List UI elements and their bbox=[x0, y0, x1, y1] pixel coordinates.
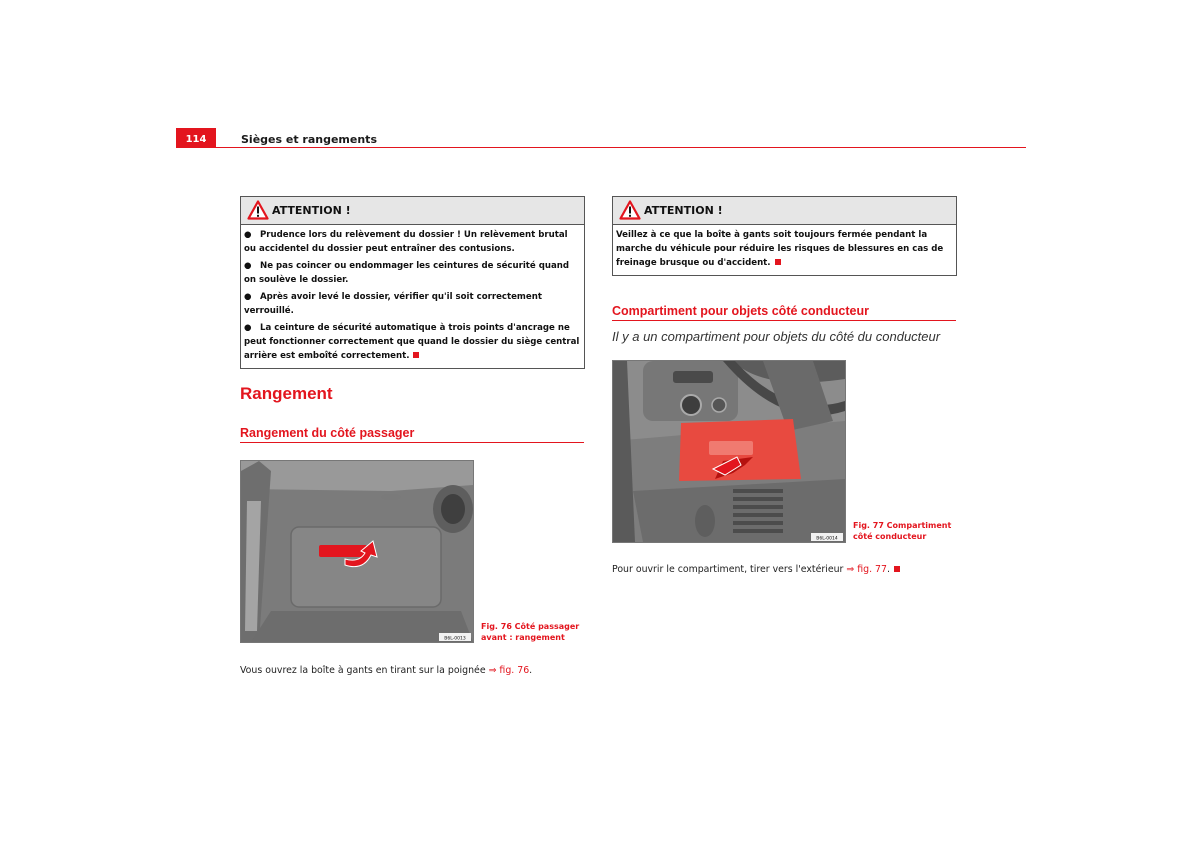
subsection-rule bbox=[612, 320, 956, 321]
warning-item: ● Après avoir levé le dossier, vérifier qu'il soit correctement verrouillé. bbox=[244, 292, 542, 316]
subsection-title: Compartiment pour objets côté conducteur bbox=[612, 304, 869, 318]
figure-77-driver-compartment bbox=[612, 360, 846, 543]
subsection-rule bbox=[240, 442, 584, 443]
warning-triangle-icon bbox=[619, 200, 641, 220]
section-intro: Il y a un compartiment pour objets du côté du conducteur bbox=[612, 329, 941, 344]
figure-76-link[interactable]: ⇒ fig. 76 bbox=[488, 665, 530, 676]
figure-76-caption: Fig. 76 Côté passager avant : rangement bbox=[481, 622, 580, 642]
page-number: 114 bbox=[176, 128, 216, 148]
figure-code: B6L-0013 bbox=[444, 636, 466, 642]
header-rule bbox=[176, 147, 1026, 148]
bullet-icon: ● bbox=[244, 292, 252, 302]
glovebox-illustration bbox=[241, 461, 473, 642]
end-of-section-icon bbox=[894, 566, 900, 572]
warning-item: ● Prudence lors du relèvement du dossier ! Un relèvement brutal ou accidentel du dossier peut entraîner des contusions. bbox=[244, 230, 568, 254]
bullet-icon: ● bbox=[244, 323, 252, 333]
figure-code: B6L-0014 bbox=[816, 536, 838, 542]
body-text-glovebox: Vous ouvrez la boîte à gants en tirant sur la poignée ⇒ fig. 76. bbox=[240, 665, 533, 676]
running-header-title: Sièges et rangements bbox=[241, 133, 377, 146]
warning-box-glovebox bbox=[612, 196, 957, 276]
warning-label: ATTENTION ! bbox=[272, 204, 351, 217]
warning-triangle-icon bbox=[247, 200, 269, 220]
bullet-icon: ● bbox=[244, 230, 252, 240]
subsection-title: Rangement du côté passager bbox=[240, 426, 415, 440]
figure-77-link[interactable]: ⇒ fig. 77 bbox=[846, 564, 887, 575]
body-text-compartment: Pour ouvrir le compartiment, tirer vers l'extérieur ⇒ fig. 77. bbox=[612, 564, 900, 575]
warning-item: ● Ne pas coincer ou endommager les ceintures de sécurité quand on soulève le dossier. bbox=[244, 261, 570, 285]
bullet-icon: ● bbox=[244, 261, 252, 271]
warning-body bbox=[241, 225, 584, 368]
warning-header bbox=[241, 197, 584, 225]
end-of-section-icon bbox=[775, 259, 781, 265]
end-of-section-icon bbox=[413, 352, 419, 358]
warning-label: ATTENTION ! bbox=[644, 204, 723, 217]
warning-box-seat-backrest bbox=[240, 196, 585, 369]
warning-header bbox=[613, 197, 956, 225]
figure-76-glovebox bbox=[240, 460, 474, 643]
driver-compartment-illustration bbox=[613, 361, 845, 542]
section-title: Rangement bbox=[240, 384, 333, 403]
warning-item: ● La ceinture de sécurité automatique à trois points d'ancrage ne peut fonctionner correctement que quand le dossier du siège central arrière est emboîté correctement. bbox=[244, 323, 580, 361]
warning-body: Veillez à ce que la boîte à gants soit toujours fermée pendant la marche du véhicule pour réduire les risques de blessures en cas de freinage brusque ou d'accident. bbox=[616, 230, 944, 268]
figure-77-caption: Fig. 77 Compartiment côté conducteur bbox=[853, 521, 952, 541]
